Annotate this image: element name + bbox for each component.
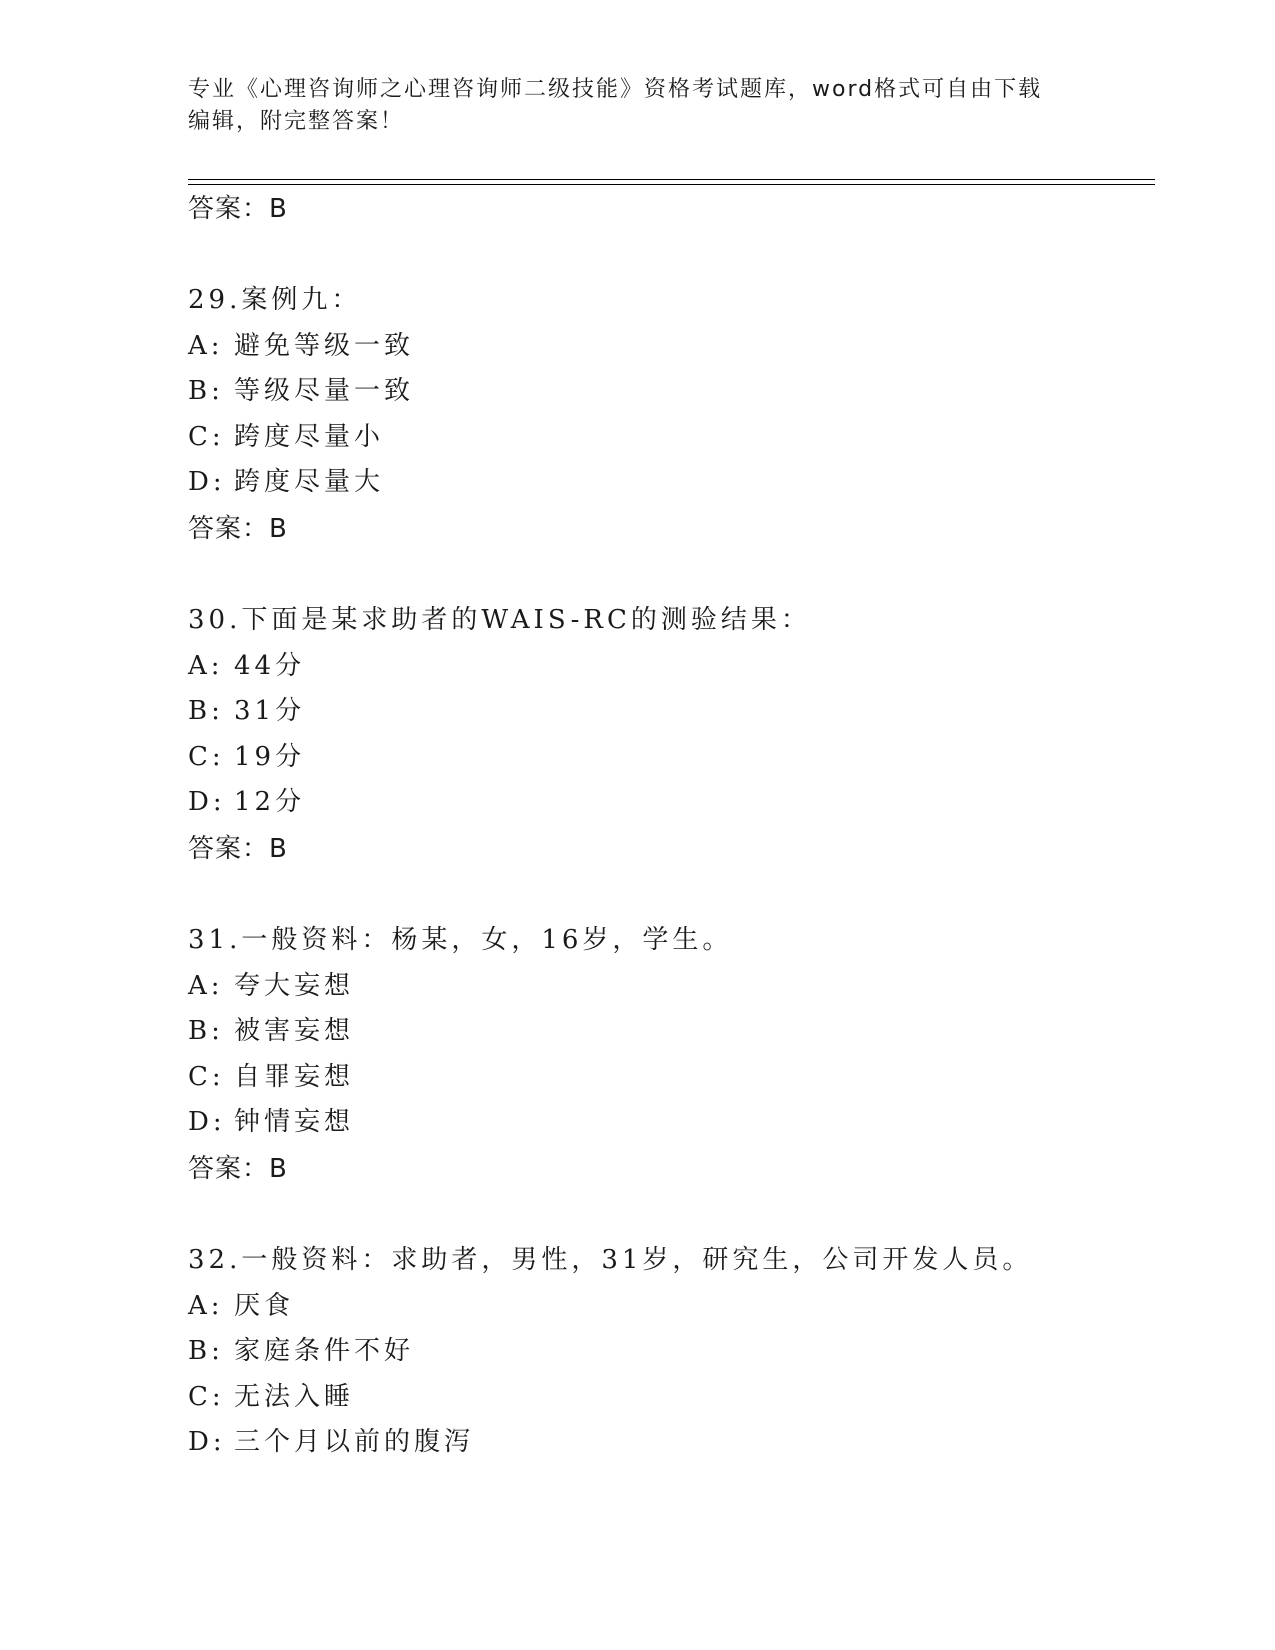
spacer [188,1192,1148,1238]
option-c [188,415,1148,461]
option-letter: B: [188,376,224,407]
option-a [188,324,1148,370]
option-text: 被害妄想 [234,1016,355,1047]
spacer [188,552,1148,598]
option-c [188,1055,1148,1101]
option-letter: A: [188,970,224,1001]
question-title: 29.案例九： [188,285,362,315]
answer-line: 答案：B [188,513,288,544]
option-a [188,1284,1148,1330]
option-letter: A: [188,330,224,361]
answer-line: 答案：B [188,194,288,224]
option-letter: A: [188,1290,224,1321]
option-d [188,1100,1148,1146]
question-title: 30.下面是某求助者的WAIS-RC的测验结果： [188,604,811,635]
option-text: 夸大妄想 [234,970,355,1001]
option-text: 跨度尽量小 [234,421,385,452]
option-c [188,735,1148,781]
header-line-2: 编辑，附完整答案！ [188,109,405,134]
header-line-1: 专业《心理咨询师之心理咨询师二级技能》资格考试题库，word格式可自由下载 [188,77,1043,102]
option-text: 19分 [234,741,306,772]
option-b [188,1329,1148,1375]
option-b [188,689,1148,735]
option-text: 44分 [234,650,306,681]
option-a [188,644,1148,690]
option-letter: D: [188,467,226,498]
option-text: 钟情妄想 [234,1107,355,1138]
option-b [188,369,1148,415]
option-text: 避免等级一致 [234,330,415,361]
option-b [188,1009,1148,1055]
question-block [188,598,1148,872]
option-d [188,1420,1148,1466]
option-letter: D: [188,1107,226,1138]
spacer [188,232,1148,278]
option-text: 无法入睡 [234,1381,355,1412]
question-title: 31.一般资料：杨某，女，16岁，学生。 [188,924,733,955]
option-text: 自罪妄想 [234,1061,355,1092]
option-text: 三个月以前的腹泻 [234,1427,475,1458]
option-c [188,1375,1148,1421]
option-letter: D: [188,787,226,818]
header-divider-bottom [188,184,1155,185]
option-text: 12分 [234,787,306,818]
question-block [188,918,1148,1192]
option-letter: B: [188,1336,224,1367]
option-letter: C: [188,741,225,772]
option-text: 等级尽量一致 [234,376,415,407]
option-letter: C: [188,421,225,452]
document-header [188,74,1088,138]
option-a [188,964,1148,1010]
spacer [188,872,1148,918]
option-letter: B: [188,696,224,727]
option-letter: C: [188,1061,225,1092]
question-block [188,1238,1148,1466]
option-text: 31分 [234,696,306,727]
option-text: 家庭条件不好 [234,1336,415,1367]
answer-line: 答案：B [188,833,288,864]
option-letter: A: [188,650,224,681]
question-list [188,186,1148,1466]
option-text: 厌食 [234,1290,295,1321]
option-d [188,460,1148,506]
option-d [188,780,1148,826]
option-letter: D: [188,1427,226,1458]
option-letter: B: [188,1016,224,1047]
option-text: 跨度尽量大 [234,467,385,498]
question-title: 32.一般资料：求助者，男性，31岁，研究生，公司开发人员。 [188,1244,1033,1275]
header-divider-top [188,179,1155,180]
question-block [188,278,1148,552]
answer-line: 答案：B [188,1153,288,1184]
option-letter: C: [188,1381,225,1412]
